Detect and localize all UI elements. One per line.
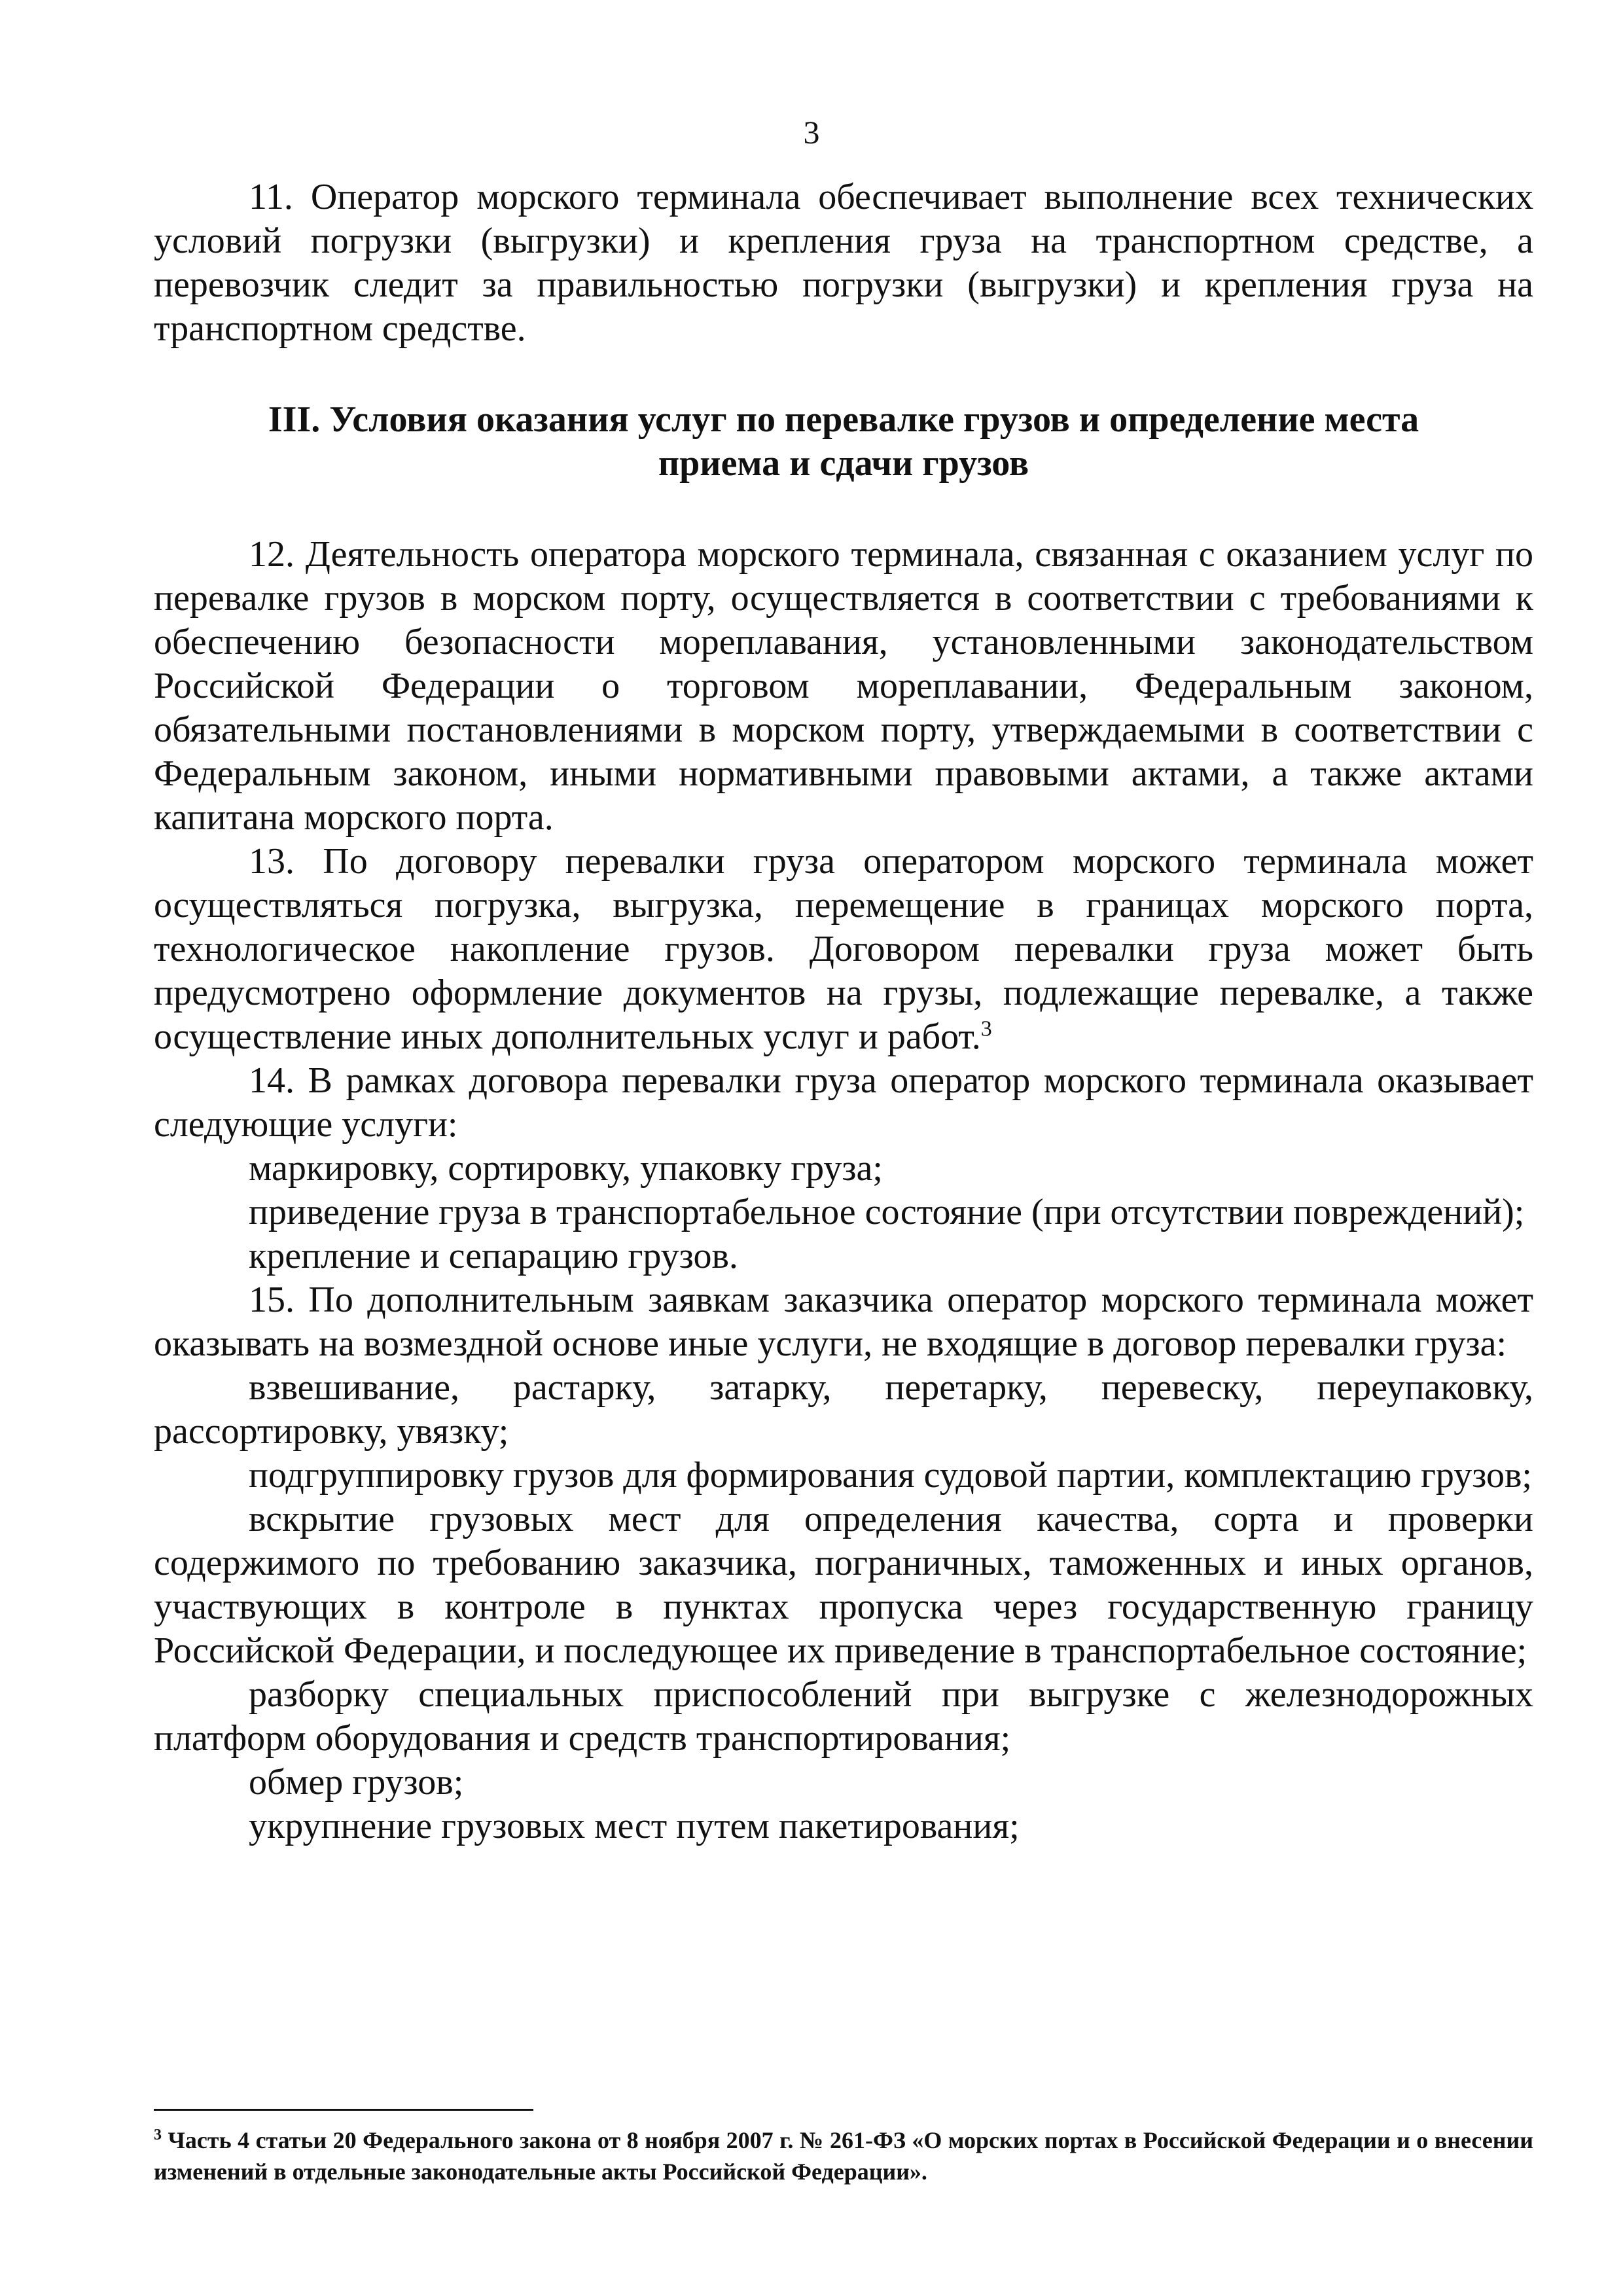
list-item: вскрытие грузовых мест для определения качества, сорта и проверки содержимого по требованию заказчика, пограничных, таможенных и иных органов, участвующих в контроле в пунктах пропуска через государственную границу Российской Федерации, и последующее их приведение в транспортабельное состояние; bbox=[154, 1499, 1533, 1671]
footnote bbox=[154, 2125, 1533, 2187]
list-item: крепление и сепарацию грузов. bbox=[249, 1236, 738, 1276]
paragraph-14: 14. В рамках договора перевалки груза оператор морского терминала оказывает следующие услуги: bbox=[154, 1060, 1533, 1145]
list-item: обмер грузов; bbox=[249, 1762, 464, 1803]
paragraph-11: 11. Оператор морского терминала обеспечивает выполнение всех технических условий погрузки (выгрузки) и крепления груза на транспортном средстве, а перевозчик следит за правильностью погрузки (выгрузки) и крепления груза на транспортном средстве. bbox=[154, 177, 1533, 349]
paragraph-13 bbox=[154, 840, 1533, 1059]
footnote-separator bbox=[154, 2109, 533, 2111]
list-item: разборку специальных приспособлений при выгрузке с железнодорожных платформ оборудования и средств транспортирования; bbox=[154, 1674, 1533, 1759]
section-heading-line-1: III. Условия оказания услуг по перевалке грузов и определение места bbox=[268, 399, 1419, 440]
section-heading bbox=[154, 398, 1533, 486]
footnote-reference[interactable]: 3 bbox=[980, 1016, 992, 1041]
list-item: приведение груза в транспортабельное состояние (при отсутствии повреждений); bbox=[249, 1192, 1525, 1232]
list-item: взвешивание, растарку, затарку, перетарку, перевеску, переупаковку, рассортировку, увязку; bbox=[154, 1367, 1533, 1452]
list-item: укрупнение грузовых мест путем пакетирования; bbox=[249, 1806, 1020, 1846]
list-item: подгруппировку грузов для формирования судовой партии, комплектацию грузов; bbox=[249, 1455, 1532, 1496]
section-heading-line-2: приема и сдачи грузов bbox=[658, 443, 1029, 484]
document-body bbox=[154, 175, 1533, 1848]
paragraph-15: 15. По дополнительным заявкам заказчика оператор морского терминала может оказывать на возмездной основе иные услуги, не входящие в договор перевалки груза: bbox=[154, 1280, 1533, 1364]
footnote-marker: 3 bbox=[154, 2126, 162, 2144]
list-item: маркировку, сортировку, упаковку груза; bbox=[249, 1148, 883, 1189]
paragraph-13-text: 13. По договору перевалки груза оператором морского терминала может осуществляться погрузка, выгрузка, перемещение в границах морского порта, технологическое накопление грузов. Договором перевалки груза может быть предусмотрено оформление документов на грузы, подлежащие перевалке, а также осуществление иных дополнительных услуг и работ. bbox=[154, 841, 1533, 1057]
paragraph-12: 12. Деятельность оператора морского терминала, связанная с оказанием услуг по перевалке грузов в морском порту, осуществляется в соответствии с требованиями к обеспечению безопасности мореплавания, установленными законодательством Российской Федерации о торговом мореплавании, Федеральным законом, обязательными постановлениями в морском порту, утверждаемыми в соответствии с Федеральным законом, иными нормативными правовыми актами, а также актами капитана морского порта. bbox=[154, 534, 1533, 838]
footnote-text: Часть 4 статьи 20 Федерального закона от 8 ноября 2007 г. № 261-ФЗ «О морских портах в Российской Федерации и о внесении изменений в отдельные законодательные акты Российской Федерации». bbox=[154, 2127, 1533, 2185]
page-number: 3 bbox=[803, 114, 820, 151]
